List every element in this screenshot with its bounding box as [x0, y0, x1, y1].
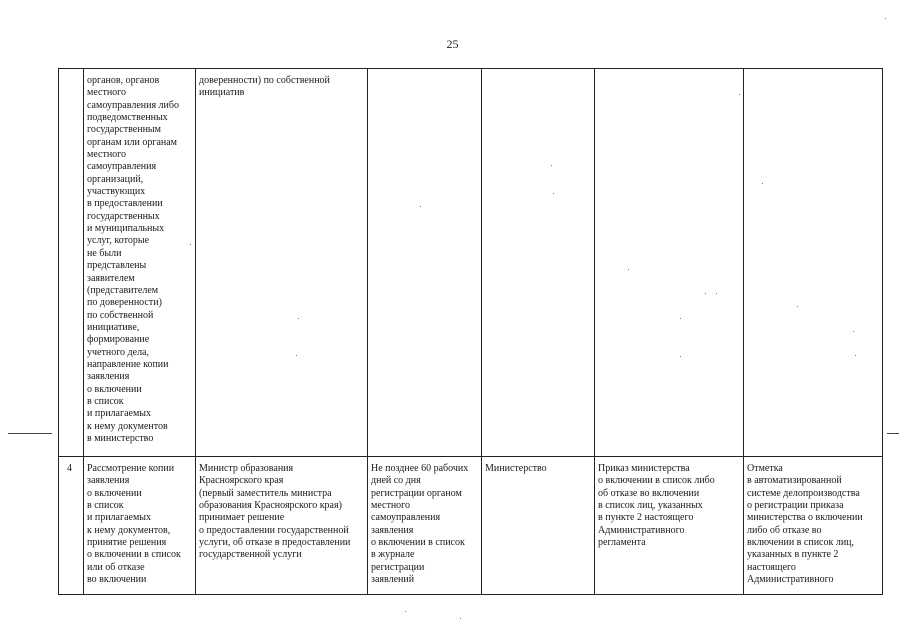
place-cell: Министерство [485, 463, 547, 474]
page-number: 25 [446, 37, 459, 51]
scan-mark [887, 433, 899, 434]
scan-speck [853, 331, 854, 332]
scan-speck [762, 183, 763, 184]
continued-action-cell: органов, органов местного самоуправления либо подведомственных государственным органам или органам местного самоуправления организаций, участвующих в предоставлении государственных и муниципальных услуг, которые не были представлены заявителем (представителем по доверенности) по собственной инициативе, формирование учетного дела, направление копии заявления о включении в список и прилагаемых к нему документов в министерство [87, 75, 179, 444]
scan-speck [296, 355, 297, 356]
column-divider [594, 69, 595, 594]
regulation-table [58, 68, 883, 595]
scan-speck [705, 293, 706, 294]
scan-speck [680, 318, 681, 319]
scan-speck [551, 165, 552, 166]
scan-speck [885, 18, 886, 19]
fixation-cell: Отметка в автоматизированной системе делопроизводства о регистрации приказа министерства о включении либо об отказе во включении в список лиц, указанных в пункте 2 настоящего Административного [747, 463, 863, 586]
column-divider [195, 69, 196, 594]
column-divider [367, 69, 368, 594]
scan-speck [716, 293, 717, 294]
scan-speck [298, 318, 299, 319]
scan-speck [739, 94, 740, 95]
scan-speck [855, 355, 856, 356]
row-number-cell: 4 [67, 463, 72, 474]
responsible-cell: Министр образования Красноярского края (первый заместитель министра образования Красноярского края) принимает решение о предоставлении государственной услуги, об отказе в предоставлении государственной услуги [199, 463, 351, 561]
continued-responsible-cell: доверенности) по собственной инициатив [199, 75, 330, 99]
column-divider [743, 69, 744, 594]
deadline-cell: Не позднее 60 рабочих дней со дня регистрации органом местного самоуправления заявления о включении в список в журнале регистрации заявлений [371, 463, 469, 586]
scan-speck [420, 206, 421, 207]
row-divider [59, 456, 882, 457]
column-divider [481, 69, 482, 594]
result-cell: Приказ министерства о включении в список либо об отказе во включении в список лиц, указанных в пункте 2 настоящего Административного регламента [598, 463, 715, 549]
scan-speck [797, 306, 798, 307]
scan-speck [628, 269, 629, 270]
scan-speck [553, 193, 554, 194]
column-divider [83, 69, 84, 594]
scan-mark [8, 433, 52, 434]
scan-speck [190, 244, 191, 245]
action-cell: Рассмотрение копии заявления о включении в список и прилагаемых к нему документов, принятие решения о включении в список или об отказе во включении [87, 463, 181, 586]
scan-speck [680, 356, 681, 357]
scan-speck [405, 611, 406, 612]
scan-speck [460, 618, 461, 619]
